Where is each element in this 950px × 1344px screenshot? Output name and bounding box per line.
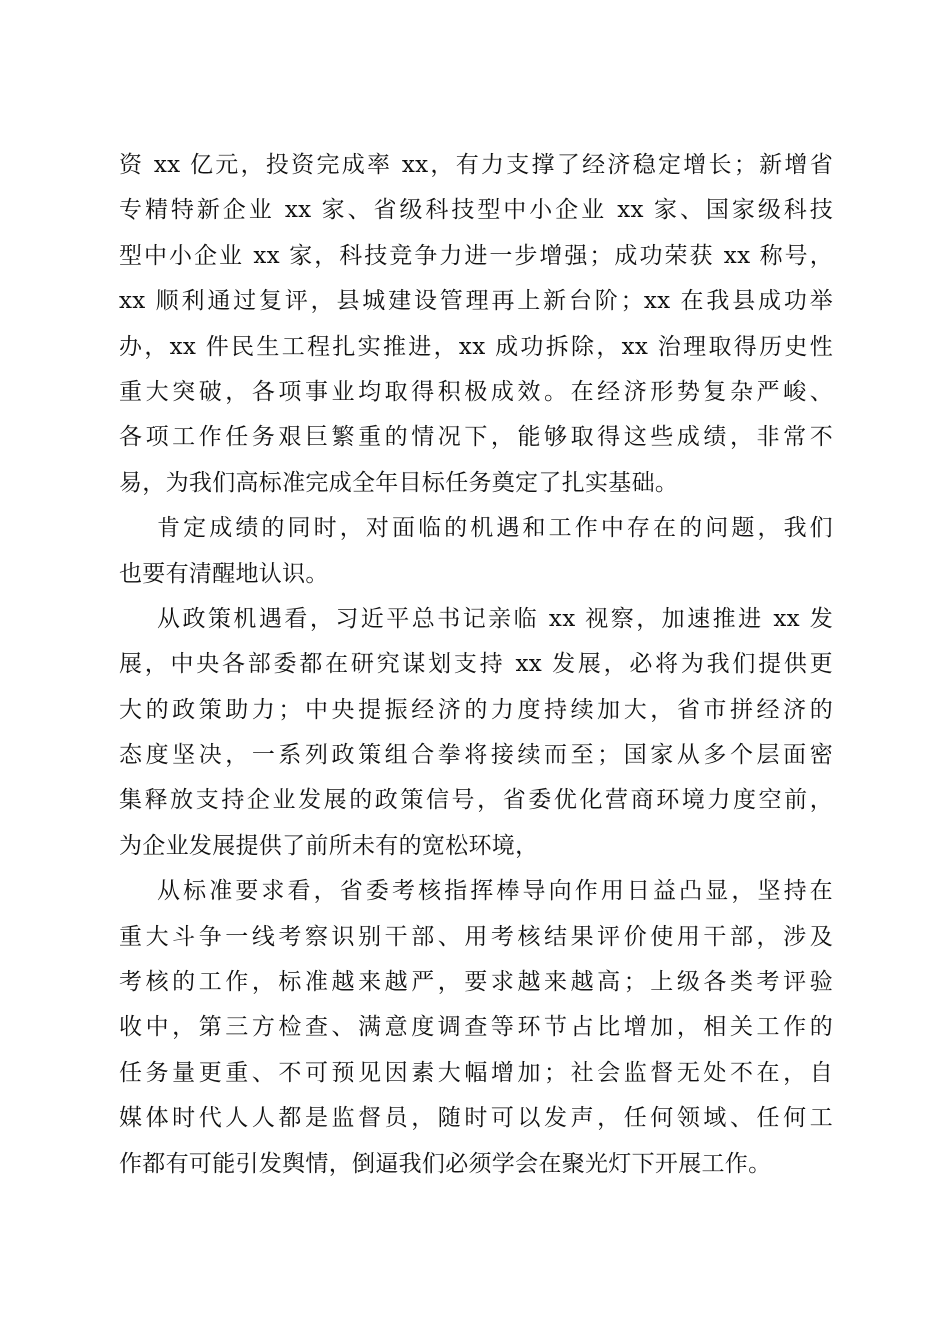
text-line: 办，xx 件民生工程扎实推进，xx 成功拆除，xx 治理取得历史性	[119, 333, 833, 360]
text-line: 肯定成绩的同时，对面临的机遇和工作中存在的问题，我们	[157, 515, 833, 542]
text-line: 大的政策助力；中央提振经济的力度持续加大，省市拼经济的	[119, 696, 833, 723]
text-line: 态度坚决，一系列政策组合拳将接续而至；国家从多个层面密	[119, 742, 833, 769]
text-line: 易，为我们高标准完成全年目标任务奠定了扎实基础。	[119, 469, 679, 496]
paragraph-achievements	[119, 143, 833, 506]
text-line: 收中，第三方检查、满意度调查等环节占比增加，相关工作的	[119, 1014, 833, 1041]
text-line: xx 顺利通过复评，县城建设管理再上新台阶；xx 在我县成功举	[119, 288, 833, 315]
text-line: 从政策机遇看，习近平总书记亲临 xx 视察，加速推进 xx 发	[157, 605, 833, 632]
text-line: 从标准要求看，省委考核指挥棒导向作用日益凸显，坚持在	[157, 878, 833, 905]
text-line: 为企业发展提供了前所未有的宽松环境，	[119, 832, 539, 859]
paragraph-awareness	[119, 506, 833, 597]
text-line: 也要有清醒地认识。	[119, 560, 329, 587]
text-line: 专精特新企业 xx 家、省级科技型中小企业 xx 家、国家级科技	[119, 197, 833, 224]
text-line: 任务量更重、不可预见因素大幅增加；社会监督无处不在，自	[119, 1059, 833, 1086]
paragraph-standard-requirements	[119, 869, 833, 1187]
document-body	[119, 143, 833, 1187]
text-line: 型中小企业 xx 家，科技竞争力进一步增强；成功荣获 xx 称号，	[119, 242, 833, 269]
text-line: 作都有可能引发舆情，倒逼我们必须学会在聚光灯下开展工作。	[119, 1150, 772, 1177]
text-line: 重大斗争一线考察识别干部、用考核结果评价使用干部，涉及	[119, 923, 833, 950]
text-line: 各项工作任务艰巨繁重的情况下，能够取得这些成绩，非常不	[119, 424, 833, 451]
text-line: 媒体时代人人都是监督员，随时可以发声，任何领域、任何工	[119, 1105, 833, 1132]
paragraph-policy-opportunity	[119, 597, 833, 869]
text-line: 考核的工作，标准越来越严，要求越来越高；上级各类考评验	[119, 969, 833, 996]
text-line: 集释放支持企业发展的政策信号，省委优化营商环境力度空前，	[119, 787, 833, 814]
text-line: 重大突破，各项事业均取得积极成效。在经济形势复杂严峻、	[119, 378, 833, 405]
text-line: 展，中央各部委都在研究谋划支持 xx 发展，必将为我们提供更	[119, 651, 833, 678]
text-line: 资 xx 亿元，投资完成率 xx，有力支撑了经济稳定增长；新增省	[119, 152, 833, 178]
